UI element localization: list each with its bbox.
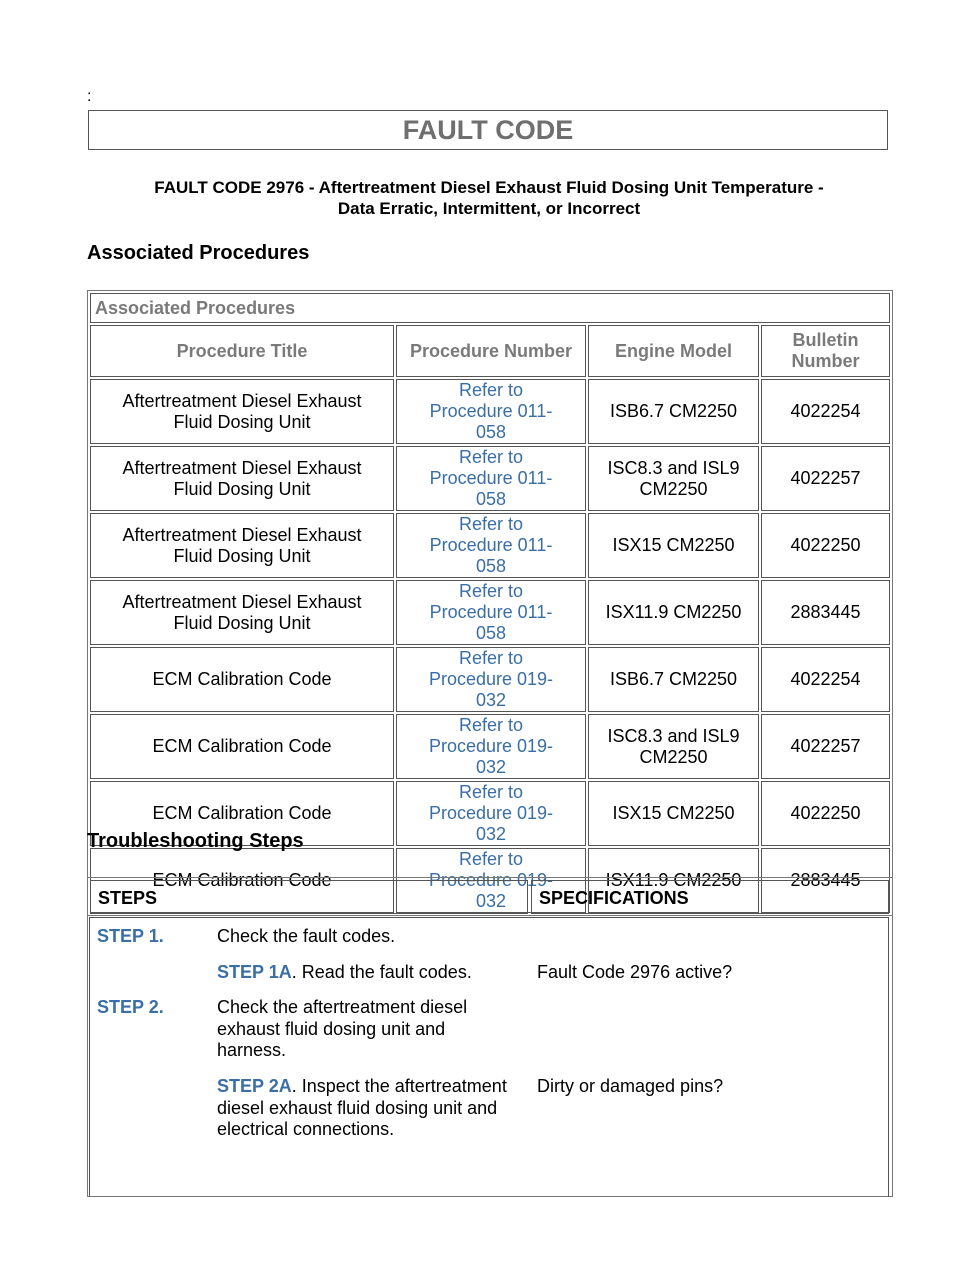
header-procedure-number: Procedure Number [396, 325, 586, 377]
procedure-title-cell: ECM Calibration Code [90, 848, 394, 913]
header-bulletin-number: Bulletin Number [761, 325, 890, 377]
procedure-title-cell: Aftertreatment Diesel Exhaust Fluid Dosing Unit [90, 379, 394, 444]
fault-title-line1: FAULT CODE 2976 - Aftertreatment Diesel Exhaust Fluid Dosing Unit Temperature - [154, 178, 824, 197]
step-2-link[interactable]: STEP 2. [97, 997, 164, 1017]
fault-title-line2: Data Erratic, Intermittent, or Incorrect [337, 199, 641, 218]
table-row [90, 513, 890, 578]
engine-model-cell: ISX15 CM2250 [588, 781, 759, 846]
procedure-number-link[interactable]: Refer to Procedure 011-058 [396, 580, 586, 645]
procedure-title-cell: ECM Calibration Code [90, 647, 394, 712]
bulletin-number-cell: 4022257 [761, 446, 890, 511]
procedure-title-cell: Aftertreatment Diesel Exhaust Fluid Dosing Unit [90, 580, 394, 645]
engine-model-cell: ISB6.7 CM2250 [588, 379, 759, 444]
bulletin-number-cell: 4022250 [761, 513, 890, 578]
step-1a-spec: Fault Code 2976 active? [537, 962, 733, 982]
bulletin-number-cell: 4022254 [761, 379, 890, 444]
engine-model-cell: ISC8.3 and ISL9 CM2250 [588, 714, 759, 779]
table-row [90, 379, 890, 444]
engine-model-cell: ISX15 CM2250 [588, 513, 759, 578]
header-engine-model: Engine Model [588, 325, 759, 377]
procedure-number-link[interactable]: Refer to Procedure 019-032 [396, 647, 586, 712]
step-2a-link[interactable]: STEP 2A [217, 1076, 292, 1096]
specifications-column-header: SPECIFICATIONS [531, 880, 889, 914]
procedure-number-link[interactable]: Refer to Procedure 019-032 [396, 714, 586, 779]
engine-model-cell: ISX11.9 CM2250 [588, 580, 759, 645]
step-1-text: Check the fault codes. [217, 926, 396, 946]
procedure-title-cell: Aftertreatment Diesel Exhaust Fluid Dosing Unit [90, 446, 394, 511]
step-1-link[interactable]: STEP 1. [97, 926, 164, 946]
procedure-title-cell: ECM Calibration Code [90, 714, 394, 779]
bulletin-number-cell: 2883445 [761, 848, 890, 913]
steps-column-header: STEPS [90, 880, 528, 914]
fault-code-banner: FAULT CODE [88, 110, 888, 150]
step-2a-text: . Inspect the aftertreatment diesel exhaust fluid dosing unit and electrical connections. [217, 1076, 507, 1139]
engine-model-cell: ISB6.7 CM2250 [588, 647, 759, 712]
step-2-text: Check the aftertreatment diesel exhaust fluid dosing unit and harness. [217, 997, 468, 1060]
procedure-number-link[interactable]: Refer to Procedure 011-058 [396, 446, 586, 511]
engine-model-cell: ISC8.3 and ISL9 CM2250 [588, 446, 759, 511]
table-row [90, 580, 890, 645]
procedure-number-link[interactable]: Refer to Procedure 011-058 [396, 379, 586, 444]
step-2a-row [217, 1076, 517, 1141]
step-1a-link[interactable]: STEP 1A [217, 962, 292, 982]
bulletin-number-cell: 2883445 [761, 580, 890, 645]
bulletin-number-cell: 4022254 [761, 647, 890, 712]
header-procedure-title: Procedure Title [90, 325, 394, 377]
engine-model-cell: ISX11.9 CM2250 [588, 848, 759, 913]
procedure-number-link[interactable]: Refer to Procedure 019-032 [396, 848, 586, 913]
table-caption-row [90, 293, 890, 323]
procedure-number-link[interactable]: Refer to Procedure 019-032 [396, 781, 586, 846]
step-2a-spec: Dirty or damaged pins? [537, 1076, 724, 1096]
step-1a-text: . Read the fault codes. [291, 962, 472, 982]
associated-procedures-table [87, 290, 893, 916]
troubleshooting-heading: Troubleshooting Steps [87, 830, 304, 852]
procedure-title-cell: Aftertreatment Diesel Exhaust Fluid Dosing Unit [90, 513, 394, 578]
associated-procedures-heading: Associated Procedures [87, 242, 310, 264]
table-row [90, 714, 890, 779]
table-row [90, 446, 890, 511]
fault-title [88, 177, 890, 219]
bulletin-number-cell: 4022257 [761, 714, 890, 779]
table-caption: Associated Procedures [90, 293, 890, 323]
procedure-number-link[interactable]: Refer to Procedure 011-058 [396, 513, 586, 578]
step-1a-row [217, 962, 527, 984]
table-row [90, 647, 890, 712]
procedure-title-cell: ECM Calibration Code [90, 781, 394, 846]
bulletin-number-cell: 4022250 [761, 781, 890, 846]
colon-mark: : [87, 88, 92, 105]
table-header-row [90, 325, 890, 377]
